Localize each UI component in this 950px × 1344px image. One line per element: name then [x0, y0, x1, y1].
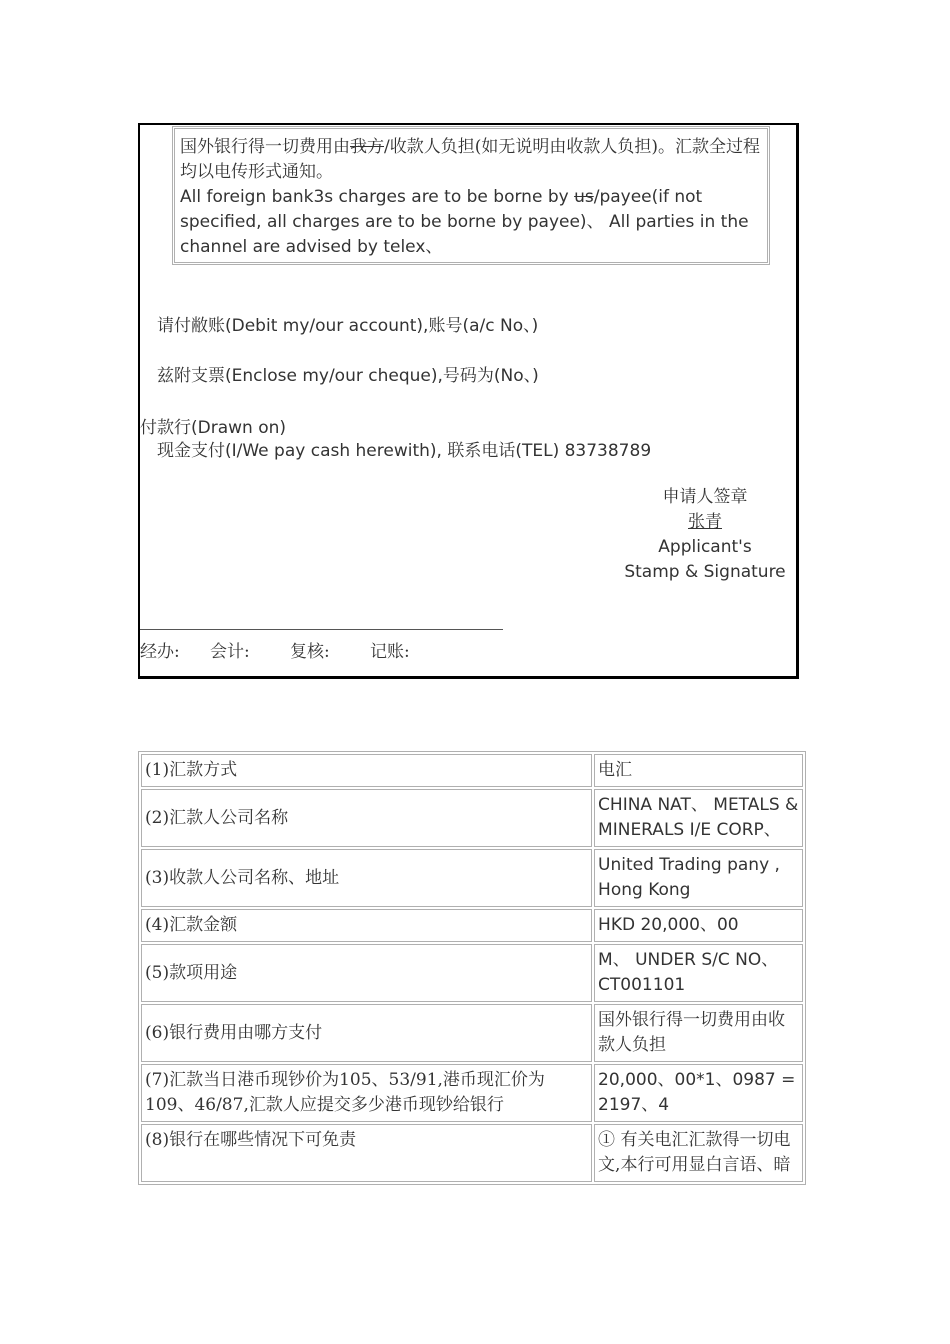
table-row	[141, 1064, 803, 1122]
table-row	[141, 789, 803, 847]
reviewer-label: 复核:	[290, 642, 330, 662]
row-label: (7)汇款当日港币现钞价为105、53/91,港币现汇价为109、46/87,汇款人应提交多少港币现钞给银行	[141, 1064, 592, 1122]
table-row	[141, 849, 803, 907]
staff-sign-row	[140, 637, 450, 662]
signature-label-cn: 申请人签章	[662, 487, 748, 507]
row-label: (6)银行费用由哪方支付	[141, 1004, 592, 1062]
debit-account-line: 请付敝账(Debit my/our account),账号(a/c No、)	[157, 316, 539, 336]
row-label: (4)汇款金额	[141, 909, 592, 942]
notice-cn-text-post: /收款人负担(如无说明由收款人负担)。汇款全过程均以电传形式通知。	[180, 137, 760, 182]
row-value: CHINA NAT、 METALS & MINERALS I/E CORP、	[594, 789, 803, 847]
table-row	[141, 1124, 803, 1182]
table-row	[141, 754, 803, 787]
row-value: United Trading pany , Hong Kong	[594, 849, 803, 907]
notice-cn-text-pre: 国外银行得一切费用由	[180, 137, 350, 157]
notice-en-text-post: /payee(if not specified, all charges are to be borne by payee)、 All parties in the channel are advised by telex、	[180, 187, 749, 257]
row-value: 国外银行得一切费用由收款人负担	[594, 1004, 803, 1062]
handler-label: 经办:	[140, 642, 180, 662]
row-label: (2)汇款人公司名称	[141, 789, 592, 847]
charges-notice-box	[172, 126, 770, 265]
signature-label-en-2: Stamp & Signature	[624, 562, 786, 582]
cash-payment-line: 现金支付(I/We pay cash herewith), 联系电话(TEL) 83738789	[157, 441, 652, 461]
accountant-label: 会计:	[210, 642, 250, 662]
divider-line	[140, 629, 503, 630]
row-label: (1)汇款方式	[141, 754, 592, 787]
drawn-on-line: 付款行(Drawn on)	[140, 418, 287, 438]
row-label: (8)银行在哪些情况下可免责	[141, 1124, 592, 1182]
table-row	[141, 909, 803, 942]
row-value: 电汇	[594, 754, 803, 787]
row-value-text: ① 有关电汇汇款得一切电文,本行可用显白言语、暗	[598, 1130, 791, 1175]
remittance-application-form	[138, 123, 799, 679]
row-value: 20,000、00*1、0987 = 2197、4	[594, 1064, 803, 1122]
row-label: (5)款项用途	[141, 944, 592, 1002]
row-value: HKD 20,000、00	[594, 909, 803, 942]
signature-label-en-1: Applicant's	[658, 537, 752, 557]
notice-en-text-pre: All foreign bank3s charges are to be borne by	[180, 187, 575, 207]
applicant-signature-block	[610, 485, 800, 585]
row-value: M、 UNDER S/C NO、 CT001101	[594, 944, 803, 1002]
table-row	[141, 1004, 803, 1062]
row-value	[594, 1124, 803, 1182]
row-label: (3)收款人公司名称、地址	[141, 849, 592, 907]
bookkeeper-label: 记账:	[370, 642, 410, 662]
signature-name: 张青	[688, 512, 722, 532]
table-row	[141, 944, 803, 1002]
notice-en-struck-text: us	[574, 187, 594, 207]
remittance-details-table	[138, 751, 806, 1185]
enclose-cheque-line: 兹附支票(Enclose my/our cheque),号码为(No、)	[157, 366, 539, 386]
notice-cn-struck-text: 我方	[350, 137, 384, 157]
